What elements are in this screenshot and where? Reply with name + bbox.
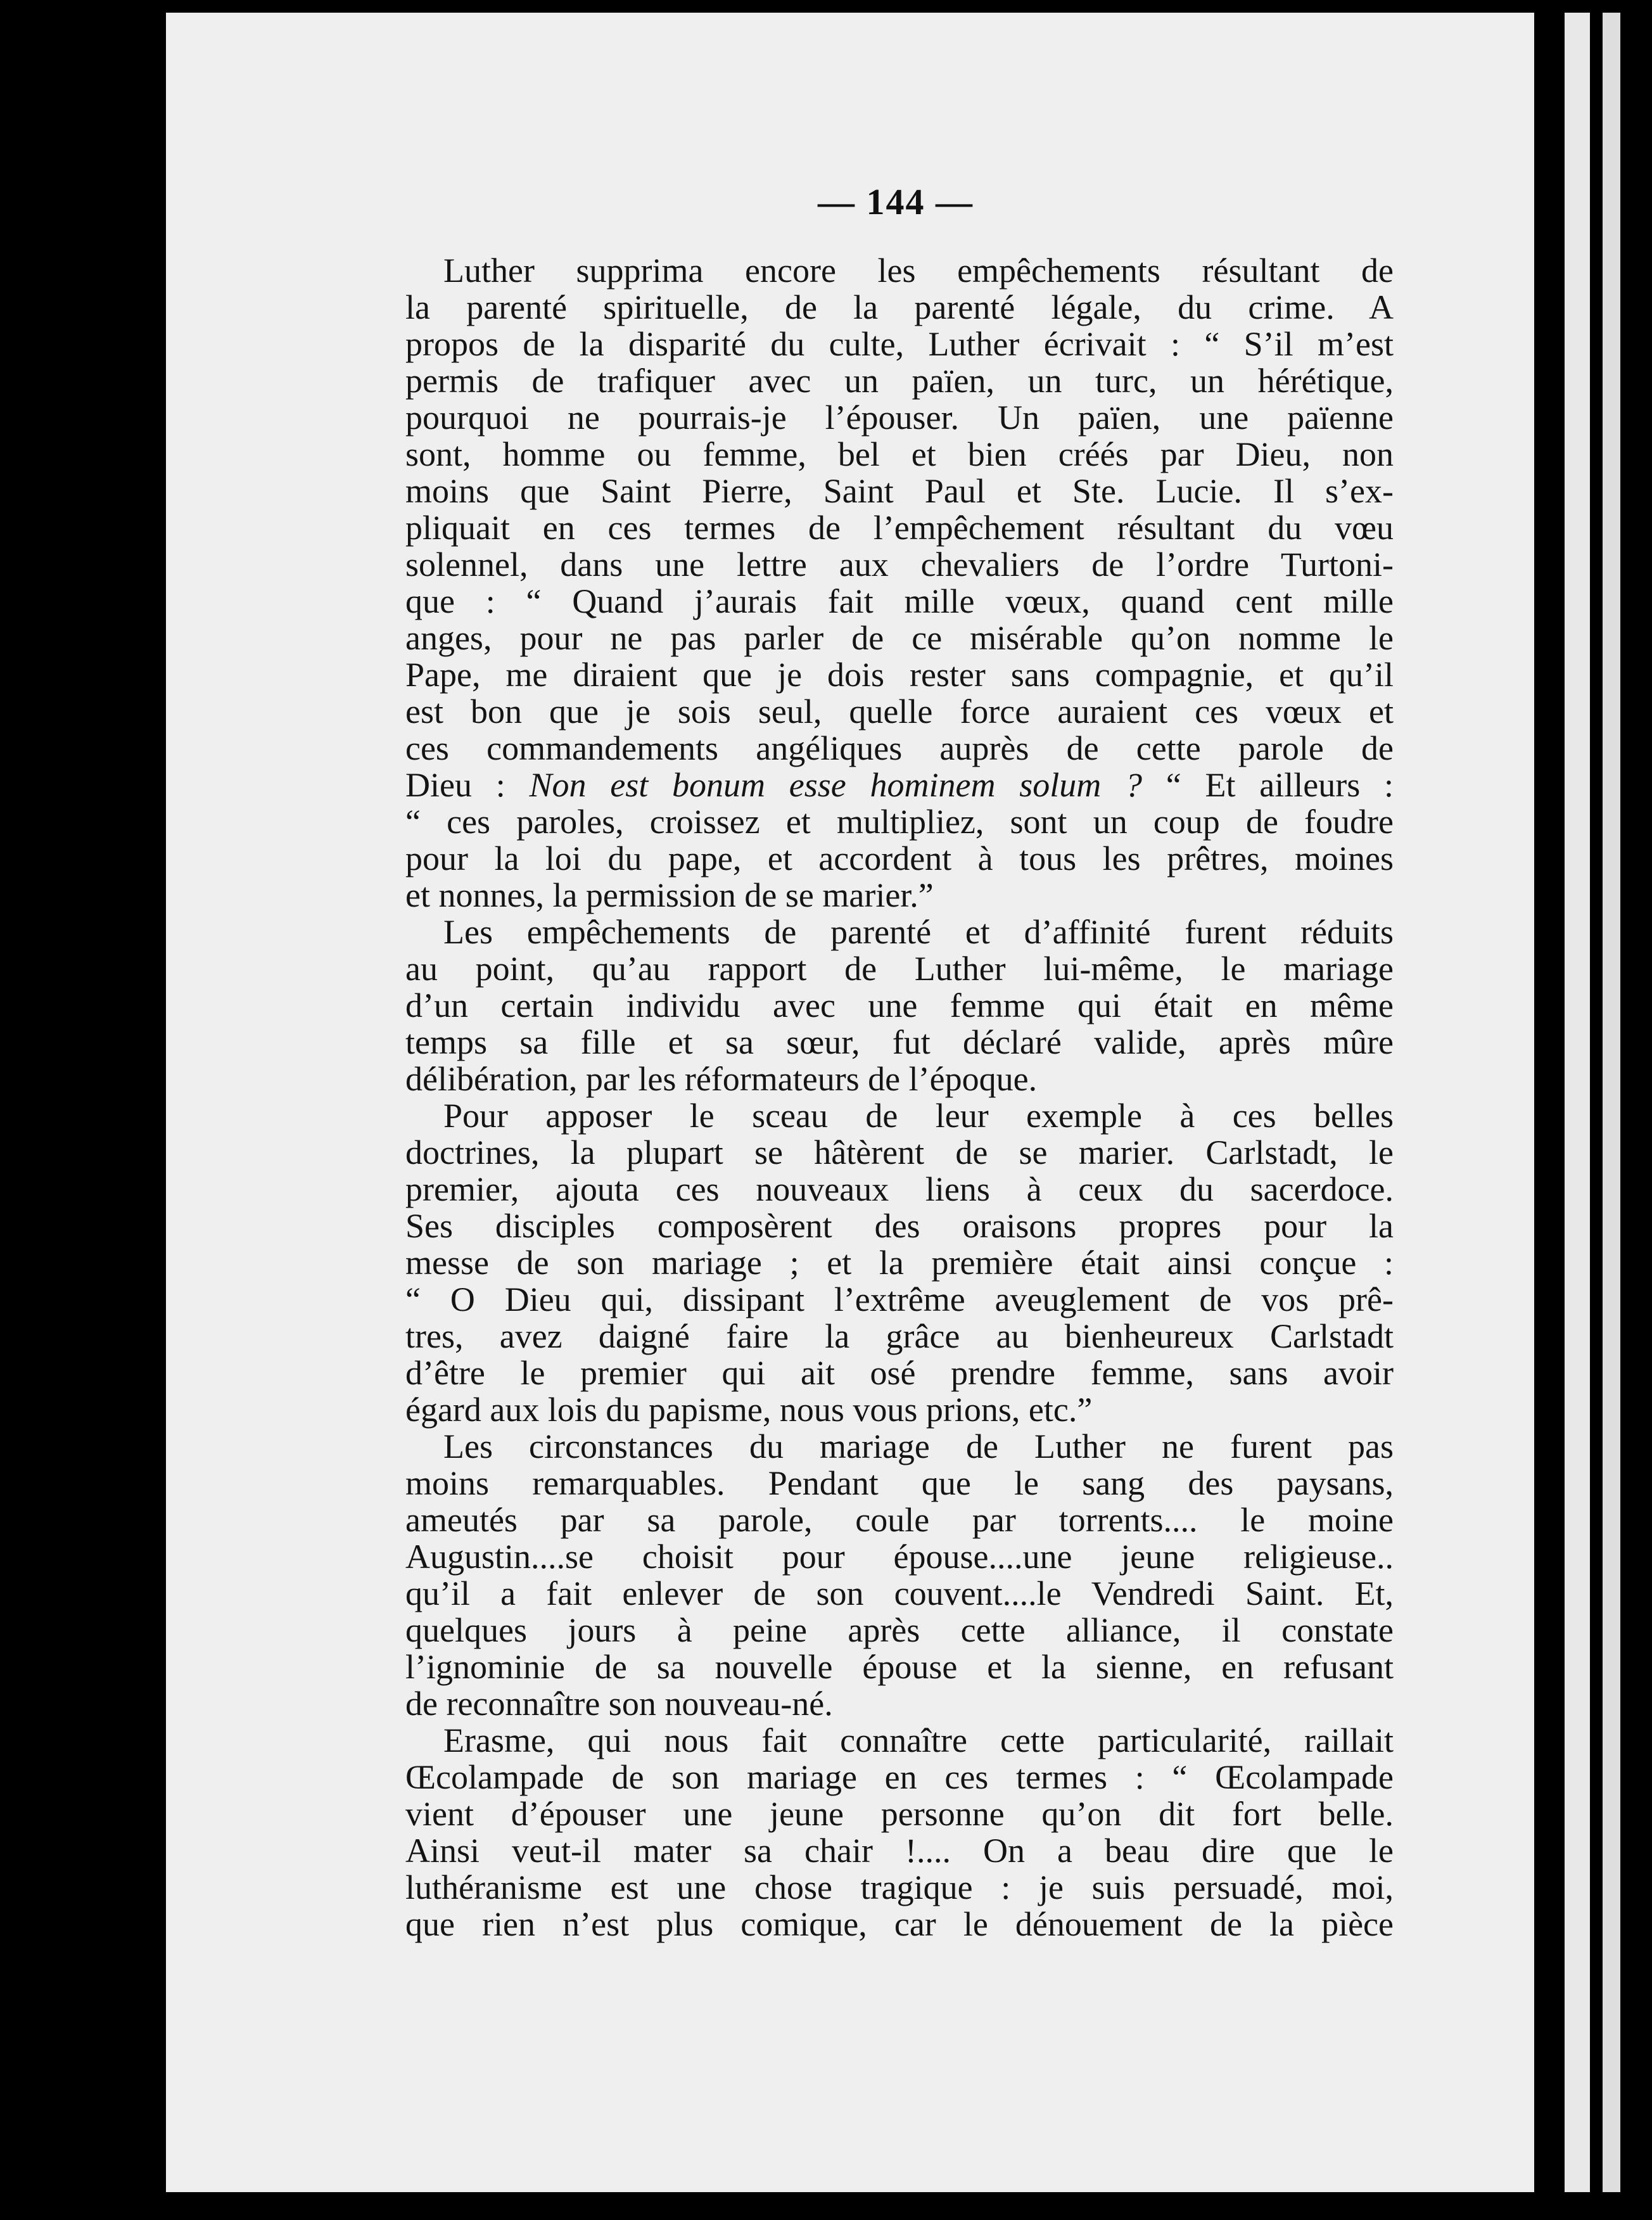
text-segment: est bon que je sois seul, quelle force auraient ces vœux et bbox=[405, 692, 1394, 730]
text-segment: Dieu : bbox=[405, 766, 530, 804]
text-line bbox=[405, 1134, 1394, 1171]
text-line bbox=[405, 289, 1394, 326]
text-segment: la parenté spirituelle, de la parenté légale, du crime. A bbox=[405, 288, 1394, 326]
text-segment: Luther supprima encore les empêchements résultant de bbox=[443, 252, 1394, 290]
text-line bbox=[405, 620, 1394, 656]
text-segment: anges, pour ne pas parler de ce misérable qu’on nomme le bbox=[405, 619, 1394, 657]
text-segment: que rien n’est plus comique, car le dénouement de la pièce bbox=[405, 1905, 1394, 1943]
text-segment: Augustin....se choisit pour épouse....une jeune religieuse.. bbox=[405, 1538, 1394, 1576]
text-segment: pourquoi ne pourrais-je l’épouser. Un païen, une païenne bbox=[405, 399, 1394, 437]
text-segment: Les empêchements de parenté et d’affinité furent réduits bbox=[443, 913, 1394, 951]
text-line bbox=[405, 1538, 1394, 1575]
text-segment: qu’il a fait enlever de son couvent....le Vendredi Saint. Et, bbox=[405, 1574, 1394, 1612]
text-segment: propos de la disparité du culte, Luther écrivait : “ S’il m’est bbox=[405, 325, 1394, 363]
text-line bbox=[405, 1722, 1394, 1759]
text-line bbox=[405, 1612, 1394, 1649]
text-line bbox=[405, 1024, 1394, 1061]
text-segment: solennel, dans une lettre aux chevaliers de l’ordre Turtoni- bbox=[405, 545, 1394, 584]
text-line bbox=[405, 1575, 1394, 1612]
text-line bbox=[405, 767, 1394, 803]
text-line bbox=[405, 362, 1394, 399]
text-segment: Pour apposer le sceau de leur exemple à ces belles bbox=[443, 1097, 1394, 1135]
text-line bbox=[405, 1869, 1394, 1906]
latin-quote: Non est bonum esse hominem solum ? bbox=[529, 766, 1143, 804]
text-line bbox=[405, 693, 1394, 730]
text-segment: doctrines, la plupart se hâtèrent de se marier. Carlstadt, le bbox=[405, 1133, 1394, 1171]
text-line bbox=[405, 1649, 1394, 1685]
text-segment: Les circonstances du mariage de Luther ne furent pas bbox=[443, 1427, 1394, 1465]
text-line bbox=[405, 1759, 1394, 1796]
text-line bbox=[405, 1208, 1394, 1244]
text-line bbox=[405, 987, 1394, 1024]
text-line bbox=[405, 1502, 1394, 1538]
text-segment: “ Et ailleurs : bbox=[1142, 766, 1394, 804]
text-segment: et nonnes, la permission de se marier.” bbox=[405, 876, 934, 914]
text-line bbox=[405, 656, 1394, 693]
text-line bbox=[405, 1832, 1394, 1869]
text-segment: luthéranisme est une chose tragique : je suis persuadé, moi, bbox=[405, 1868, 1394, 1906]
text-segment: ces commandements angéliques auprès de cette parole de bbox=[405, 729, 1394, 767]
text-line bbox=[405, 1097, 1394, 1134]
body-text bbox=[405, 252, 1394, 1942]
text-line bbox=[405, 1391, 1394, 1428]
text-line bbox=[405, 1465, 1394, 1502]
text-segment: au point, qu’au rapport de Luther lui-même, le mariage bbox=[405, 950, 1394, 988]
text-segment: tres, avez daigné faire la grâce au bienheureux Carlstadt bbox=[405, 1317, 1394, 1355]
text-segment: Ainsi veut-il mater sa chair !.... On a beau dire que le bbox=[405, 1832, 1394, 1870]
text-segment: sont, homme ou femme, bel et bien créés par Dieu, non bbox=[405, 435, 1394, 473]
text-line bbox=[405, 326, 1394, 362]
text-segment: Œcolampade de son mariage en ces termes : “ Œcolampade bbox=[405, 1758, 1394, 1796]
text-segment: temps sa fille et sa sœur, fut déclaré valide, après mûre bbox=[405, 1023, 1394, 1061]
text-line bbox=[405, 914, 1394, 950]
text-line bbox=[405, 840, 1394, 877]
text-line bbox=[405, 803, 1394, 840]
text-segment: délibération, par les réformateurs de l’époque. bbox=[405, 1060, 1038, 1098]
text-line bbox=[405, 252, 1394, 289]
text-segment: d’un certain individu avec une femme qui était en même bbox=[405, 986, 1394, 1024]
text-line bbox=[405, 1685, 1394, 1722]
text-segment: Pape, me diraient que je dois rester sans compagnie, et qu’il bbox=[405, 656, 1394, 694]
text-line bbox=[405, 1318, 1394, 1355]
text-line bbox=[405, 1171, 1394, 1208]
text-line bbox=[405, 509, 1394, 546]
text-segment: Erasme, qui nous fait connaître cette particularité, raillait bbox=[443, 1721, 1394, 1759]
text-segment: moins que Saint Pierre, Saint Paul et Ste. Lucie. Il s’ex- bbox=[405, 472, 1394, 510]
text-line bbox=[405, 436, 1394, 473]
text-segment: pliquait en ces termes de l’empêchement résultant du vœu bbox=[405, 509, 1394, 547]
text-line bbox=[405, 1796, 1394, 1832]
text-segment: premier, ajouta ces nouveaux liens à ceux du sacerdoce. bbox=[405, 1170, 1394, 1208]
text-segment: Ses disciples composèrent des oraisons propres pour la bbox=[405, 1207, 1394, 1245]
text-segment: l’ignominie de sa nouvelle épouse et la sienne, en refusant bbox=[405, 1648, 1394, 1686]
page-number: — 144 — bbox=[818, 181, 974, 222]
text-segment: égard aux lois du papisme, nous vous prions, etc.” bbox=[405, 1391, 1093, 1429]
text-line bbox=[405, 877, 1394, 914]
text-segment: ameutés par sa parole, coule par torrents.... le moine bbox=[405, 1501, 1394, 1539]
text-line bbox=[405, 1906, 1394, 1942]
text-segment: “ ces paroles, croissez et multipliez, sont un coup de foudre bbox=[405, 803, 1394, 841]
text-line bbox=[405, 1244, 1394, 1281]
page-edge bbox=[1565, 13, 1590, 2192]
text-line bbox=[405, 1061, 1394, 1097]
text-line bbox=[405, 1428, 1394, 1465]
text-segment: pour la loi du pape, et accordent à tous les prêtres, moines bbox=[405, 839, 1394, 877]
text-line bbox=[405, 399, 1394, 436]
text-line bbox=[405, 473, 1394, 509]
text-line bbox=[405, 730, 1394, 767]
page-edge-shadow bbox=[1603, 13, 1620, 2192]
text-line bbox=[405, 1355, 1394, 1391]
text-line bbox=[405, 546, 1394, 583]
text-line bbox=[405, 1281, 1394, 1318]
text-segment: moins remarquables. Pendant que le sang des paysans, bbox=[405, 1464, 1394, 1502]
text-segment: que : “ Quand j’aurais fait mille vœux, quand cent mille bbox=[405, 582, 1394, 620]
text-segment: d’être le premier qui ait osé prendre femme, sans avoir bbox=[405, 1354, 1394, 1392]
text-segment: messe de son mariage ; et la première était ainsi conçue : bbox=[405, 1244, 1394, 1282]
text-segment: permis de trafiquer avec un païen, un turc, un hérétique, bbox=[405, 362, 1394, 400]
text-line bbox=[405, 583, 1394, 620]
text-line bbox=[405, 950, 1394, 987]
text-segment: vient d’épouser une jeune personne qu’on dit fort belle. bbox=[405, 1795, 1394, 1833]
text-segment: “ O Dieu qui, dissipant l’extrême aveuglement de vos prê- bbox=[405, 1280, 1394, 1318]
text-segment: de reconnaître son nouveau-né. bbox=[405, 1685, 833, 1723]
text-segment: quelques jours à peine après cette alliance, il constate bbox=[405, 1611, 1394, 1649]
